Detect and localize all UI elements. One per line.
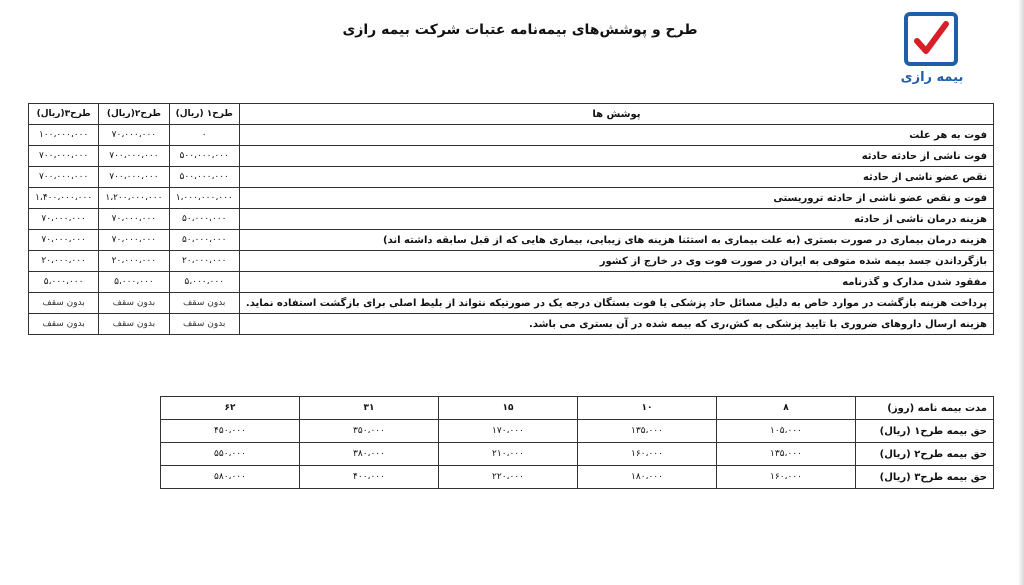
plan2-value: ۷۰۰،۰۰۰،۰۰۰ [99, 146, 169, 167]
coverage-row [29, 314, 994, 335]
coverage-body [29, 125, 994, 335]
coverage-table [28, 103, 994, 335]
duration-header: ۸ [717, 397, 856, 420]
duration-header: ۱۰ [578, 397, 717, 420]
plan3-value: ۱،۴۰۰،۰۰۰،۰۰۰ [29, 188, 99, 209]
duration-header: ۳۱ [300, 397, 439, 420]
coverage-label: هزینه درمان ناشی از حادثه [239, 209, 993, 230]
plan3-value: ۵،۰۰۰،۰۰۰ [29, 272, 99, 293]
plan1-value: ۵،۰۰۰،۰۰۰ [169, 272, 239, 293]
plan1-value: ۰ [169, 125, 239, 146]
plan1-value: بدون سقف [169, 314, 239, 335]
plan2-value: بدون سقف [99, 314, 169, 335]
plan2-value: ۱،۲۰۰،۰۰۰،۰۰۰ [99, 188, 169, 209]
logo-text: بیمه رازی [900, 70, 964, 85]
plan1-value: ۵۰۰،۰۰۰،۰۰۰ [169, 146, 239, 167]
document-title: طرح و پوشش‌های بیمه‌نامه عتبات شرکت بیمه رازی [342, 22, 698, 38]
coverage-label: هزینه ارسال داروهای ضروری با تایید پزشکی به کش،ری که بیمه شده در آن بستری می باشد. [239, 314, 993, 335]
plan3-value: ۱۰۰،۰۰۰،۰۰۰ [29, 125, 99, 146]
plan1-value: ۵۰۰،۰۰۰،۰۰۰ [169, 167, 239, 188]
premium-header-row [161, 397, 994, 420]
plan1-header: طرح۱ (ریال) [169, 104, 239, 125]
plan1-value: بدون سقف [169, 293, 239, 314]
plan2-value: ۵،۰۰۰،۰۰۰ [99, 272, 169, 293]
plan1-value: ۵۰،۰۰۰،۰۰۰ [169, 230, 239, 251]
plan1-value: ۵۰،۰۰۰،۰۰۰ [169, 209, 239, 230]
plan3-value: بدون سقف [29, 293, 99, 314]
duration-header: ۱۵ [439, 397, 578, 420]
plan3-value: ۷۰۰،۰۰۰،۰۰۰ [29, 167, 99, 188]
coverage-row [29, 209, 994, 230]
plan2-value: ۲۰،۰۰۰،۰۰۰ [99, 251, 169, 272]
premium-value: ۱۳۵،۰۰۰ [717, 443, 856, 466]
logo-frame [904, 12, 958, 66]
plan3-value: ۲۰،۰۰۰،۰۰۰ [29, 251, 99, 272]
coverage-label: فوت به هر علت [239, 125, 993, 146]
premium-value: ۴۰۰،۰۰۰ [300, 466, 439, 489]
plan3-value: ۷۰،۰۰۰،۰۰۰ [29, 209, 99, 230]
coverage-row [29, 125, 994, 146]
plan3-header: طرح۳(ریال) [29, 104, 99, 125]
plan2-value: ۷۰۰،۰۰۰،۰۰۰ [99, 167, 169, 188]
premium-value: ۱۸۰،۰۰۰ [578, 466, 717, 489]
premium-value: ۱۶۰،۰۰۰ [717, 466, 856, 489]
plan1-value: ۲۰،۰۰۰،۰۰۰ [169, 251, 239, 272]
coverage-label: پرداخت هزینه بازگشت در موارد خاص به دلیل مسائل حاد پزشکی یا فوت بستگان درجه یک در صورتیکه نتواند از بلیط اصلی برای بازگشت استفاده نماید. [239, 293, 993, 314]
razi-insurance-logo [900, 12, 964, 92]
plan2-value: بدون سقف [99, 293, 169, 314]
plan2-value: ۷۰،۰۰۰،۰۰۰ [99, 125, 169, 146]
plan3-value: ۷۰۰،۰۰۰،۰۰۰ [29, 146, 99, 167]
coverage-label: فوت ناشی از حادثه حادثه [239, 146, 993, 167]
premium-value: ۳۸۰،۰۰۰ [300, 443, 439, 466]
page-edge-shadow [1018, 0, 1024, 585]
coverage-label: هزینه درمان بیماری در صورت بستری (به علت بیماری به استثنا هزینه های زیبایی، بیماری هایی که از قبل سابقه داشته اند) [239, 230, 993, 251]
coverage-row [29, 167, 994, 188]
premium-value: ۱۳۵،۰۰۰ [578, 420, 717, 443]
duration-label-header: مدت بیمه نامه (روز) [856, 397, 994, 420]
plan2-value: ۷۰،۰۰۰،۰۰۰ [99, 209, 169, 230]
premium-row [161, 466, 994, 489]
coverage-label: مفقود شدن مدارک و گذرنامه [239, 272, 993, 293]
premium-value: ۵۸۰،۰۰۰ [161, 466, 300, 489]
coverage-row [29, 146, 994, 167]
premium-row-label: حق بیمه طرح۲ (ریال) [856, 443, 994, 466]
premium-table [160, 396, 994, 489]
coverage-label: فوت و نقص عضو ناشی از حادثه تروریستی [239, 188, 993, 209]
plan3-value: ۷۰،۰۰۰،۰۰۰ [29, 230, 99, 251]
premium-row-label: حق بیمه طرح۱ (ریال) [856, 420, 994, 443]
coverage-row [29, 251, 994, 272]
plan1-value: ۱،۰۰۰،۰۰۰،۰۰۰ [169, 188, 239, 209]
premium-row-label: حق بیمه طرح۳ (ریال) [856, 466, 994, 489]
premium-value: ۱۰۵،۰۰۰ [717, 420, 856, 443]
coverage-label: نقص عضو ناشی از حادثه [239, 167, 993, 188]
premium-row [161, 443, 994, 466]
plan2-value: ۷۰،۰۰۰،۰۰۰ [99, 230, 169, 251]
plan2-header: طرح۲(ریال) [99, 104, 169, 125]
premium-value: ۲۱۰،۰۰۰ [439, 443, 578, 466]
premium-value: ۱۷۰،۰۰۰ [439, 420, 578, 443]
plan3-value: بدون سقف [29, 314, 99, 335]
premium-value: ۱۶۰،۰۰۰ [578, 443, 717, 466]
coverage-label-header: پوشش ها [239, 104, 993, 125]
premium-body [161, 420, 994, 489]
coverage-row [29, 188, 994, 209]
coverage-row [29, 272, 994, 293]
coverage-label: بازگرداندن جسد بیمه شده متوفی به ایران در صورت فوت وی در خارج از کشور [239, 251, 993, 272]
coverage-header-row [29, 104, 994, 125]
premium-value: ۲۲۰،۰۰۰ [439, 466, 578, 489]
coverage-row [29, 230, 994, 251]
premium-value: ۴۵۰،۰۰۰ [161, 420, 300, 443]
coverage-row [29, 293, 994, 314]
checkmark-icon [908, 16, 954, 62]
premium-value: ۳۵۰،۰۰۰ [300, 420, 439, 443]
premium-value: ۵۵۰،۰۰۰ [161, 443, 300, 466]
premium-row [161, 420, 994, 443]
duration-header: ۶۲ [161, 397, 300, 420]
